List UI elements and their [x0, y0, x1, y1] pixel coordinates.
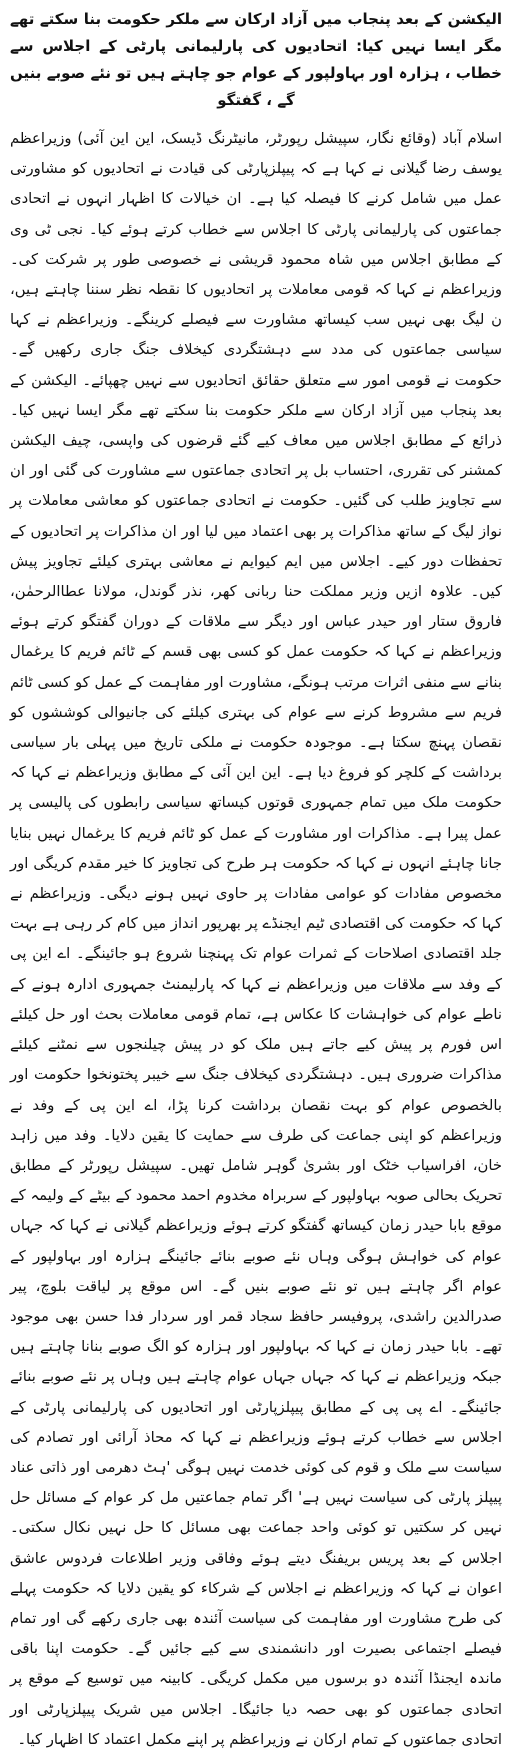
article-headline: الیکشن کے بعد پنجاب میں آزاد ارکان سے ملکر حکومت بنا سکتے تھے مگر ایسا نہیں کیا: اتحادیوں کی پارلیمانی پارٹی کے اجلاس سے خطاب ، ہزارہ اور بہاولپور کے عوام جو چاہتے ہیں تو نئے صوبے بنیں گے ، گفتگو	[10, 10, 502, 109]
article-body: اسلام آباد (وقائع نگار، سپیشل رپورٹر، مانیٹرنگ ڈیسک، این این آئی) وزیراعظم یوسف رضا گیلانی نے کہا ہے کہ پیپلزپارٹی کی قیادت نے اتحادیوں کو مشاورتی عمل میں شامل کرنے کا فیصلہ کیا ہے۔ ان خیالات کا اظہار انہوں نے اتحادی جماعتوں کی پارلیمانی پارٹی کا اجلاس سے خطاب کرتے ہوئے کیا۔ نجی ٹی وی کے مطابق اجلاس میں شاہ محمود قریشی نے خصوصی طور پر شرکت کی۔ وزیراعظم نے کہا کہ قومی معاملات پر اتحادیوں کا نقطہ نظر سننا چاہتے ہیں، ن لیگ بھی نہیں سب کیساتھ مشاورت سے فیصلے کرینگے۔ وزیراعظم نے کہا سیاسی جماعتوں کی مدد سے دہشتگردی کیخلاف جنگ جاری رکھیں گے۔ حکومت نے قومی امور سے متعلق حقائق اتحادیوں سے نہیں چھپائے۔ الیکشن کے بعد پنجاب میں آزاد ارکان سے ملکر حکومت بنا سکتے تھے مگر ایسا نہیں کیا۔ ذرائع کے مطابق اجلاس میں معاف کیے گئے قرضوں کی واپسی، چیف الیکشن کمشنر کی تقرری، احتساب بل پر اتحادی جماعتوں سے مشاورت کی گئی اور ان سے تجاویز طلب کی گئیں۔ حکومت نے اتحادی جماعتوں کو معاشی معاملات پر نواز لیگ کے ساتھ مذاکرات پر بھی اعتماد میں لیا اور ان مذاکرات پر اتحادیوں کے تحفظات دور کیے۔ اجلاس میں ایم کیوایم نے معاشی بہتری کیلئے تجاویز پیش کیں۔ علاوہ ازیں وزیر مملکت حنا ربانی کھر، نذر گوندل، مولانا عطاالرحمٰن، فاروق ستار اور حیدر عباس اور دیگر سے ملاقات کے دوران گفتگو کرتے ہوئے وزیراعظم نے کہا کہ حکومت عمل کو کسی بھی قسم کے ٹائم فریم کا یرغمال بنانے سے منفی اثرات مرتب ہونگے، مشاورت اور مفاہمت کے عمل کو کسی ٹائم فریم سے مشروط کرنے سے عوام کی بہتری کیلئے کی جانیوالی کوششوں کو نقصان پہنچ سکتا ہے۔ موجودہ حکومت نے ملکی تاریخ میں پہلی بار سیاسی برداشت کے کلچر کو فروغ دیا ہے۔ این این آئی کے مطابق وزیراعظم نے کہا کہ حکومت ملک میں تمام جمہوری قوتوں کیساتھ سیاسی رابطوں کی پالیسی پر عمل پیرا ہے۔ مذاکرات اور مشاورت کے عمل کو ٹائم فریم کا یرغمال نہیں بنایا جانا چاہئے انہوں نے کہا کہ حکومت ہر طرح کی تجاویز کا خیر مقدم کریگی اور مخصوص مفادات کو عوامی مفادات پر حاوی نہیں ہونے دیگی۔ وزیراعظم نے کہا کہ حکومت کی اقتصادی ٹیم ایجنڈے پر بھرپور انداز میں کام کر رہی ہے بہت جلد اقتصادی اصلاحات کے ثمرات عوام تک پہنچنا شروع ہو جائینگے۔ اے این پی کے وفد سے ملاقات میں وزیراعظم نے کہا کہ پارلیمنٹ جمہوری ادارہ ہونے کے ناطے عوام کی خواہشات کا عکاس ہے، تمام قومی معاملات بحث اور حل کیلئے اس فورم پر پیش کیے جاتے ہیں ملک کو در پیش چیلنجوں سے نمٹنے کیلئے مذاکرات ضروری ہیں۔ دہشتگردی کیخلاف جنگ سے خیبر پختونخوا حکومت اور بالخصوص عوام کو بہت نقصان برداشت کرنا پڑا، اے این پی کے وفد نے وزیراعظم کو اپنی جماعت کی طرف سے حمایت کا یقین دلایا۔ وفد میں زاہد خان، افراسیاب خٹک اور بشریٰ گوہر شامل تھیں۔ سپیشل رپورٹر کے مطابق تحریک بحالی صوبہ بہاولپور کے سربراہ مخدوم احمد محمود کے بیٹے کے ولیمہ کے موقع بابا حیدر زمان کیساتھ گفتگو کرتے ہوئے وزیراعظم گیلانی نے کہا کہ جہاں عوام کی خواہش ہوگی وہاں نئے صوبے بنائے جائینگے ہزارہ اور بہاولپور کے عوام اگر چاہتے ہیں تو نئے صوبے بنیں گے۔ اس موقع پر لیاقت بلوچ، پیر صدرالدین راشدی، پروفیسر حافظ سجاد قمر اور سردار فدا حسن بھی موجود تھے۔ بابا حیدر زمان نے کہا کہ بہاولپور اور ہزارہ کو الگ صوبے بنانا چاہتے ہیں جبکہ وزیراعظم نے کہا کہ جہاں جہاں عوام چاہتے ہیں وہاں پر نئے صوبے بنائے جائینگے۔ اے پی پی کے مطابق پیپلزپارٹی اور اتحادیوں کی پارلیمانی پارٹی کے اجلاس سے خطاب کرتے ہوئے وزیراعظم نے کہا کہ محاذ آرائی اور تصادم کی سیاست سے ملک و قوم کی کوئی خدمت نہیں ہوگی 'ہٹ دھرمی اور ذاتی عناد پیپلز پارٹی کی سیاست نہیں ہے' اگر تمام جماعتیں مل کر عوام کے مسائل حل نہیں کر سکتیں تو کوئی واحد جماعت بھی مسائل کا حل نہیں نکال سکتی۔ اجلاس کے بعد پریس بریفنگ دیتے ہوئے وفاقی وزیر اطلاعات فردوس عاشق اعوان نے کہا کہ وزیراعظم نے اجلاس کے شرکاء کو یقین دلایا کہ حکومت پہلے کی طرح مشاورت اور مفاہمت کی سیاست آئندہ بھی جاری رکھے گی اور تمام فیصلے اجتماعی بصیرت اور دانشمندی سے کیے جائیں گے۔ حکومت اپنا باقی ماندہ ایجنڈا آئندہ دو برسوں میں مکمل کریگی۔ کابینہ میں توسیع کے موقع پر اتحادی جماعتوں کو بھی حصہ دیا جائیگا۔ اجلاس میں شریک پیپلزپارٹی اور اتحادی جماعتوں کے تمام ارکان نے وزیراعظم پر اپنے مکمل اعتماد کا اظہار کیا۔	[10, 130, 502, 1748]
